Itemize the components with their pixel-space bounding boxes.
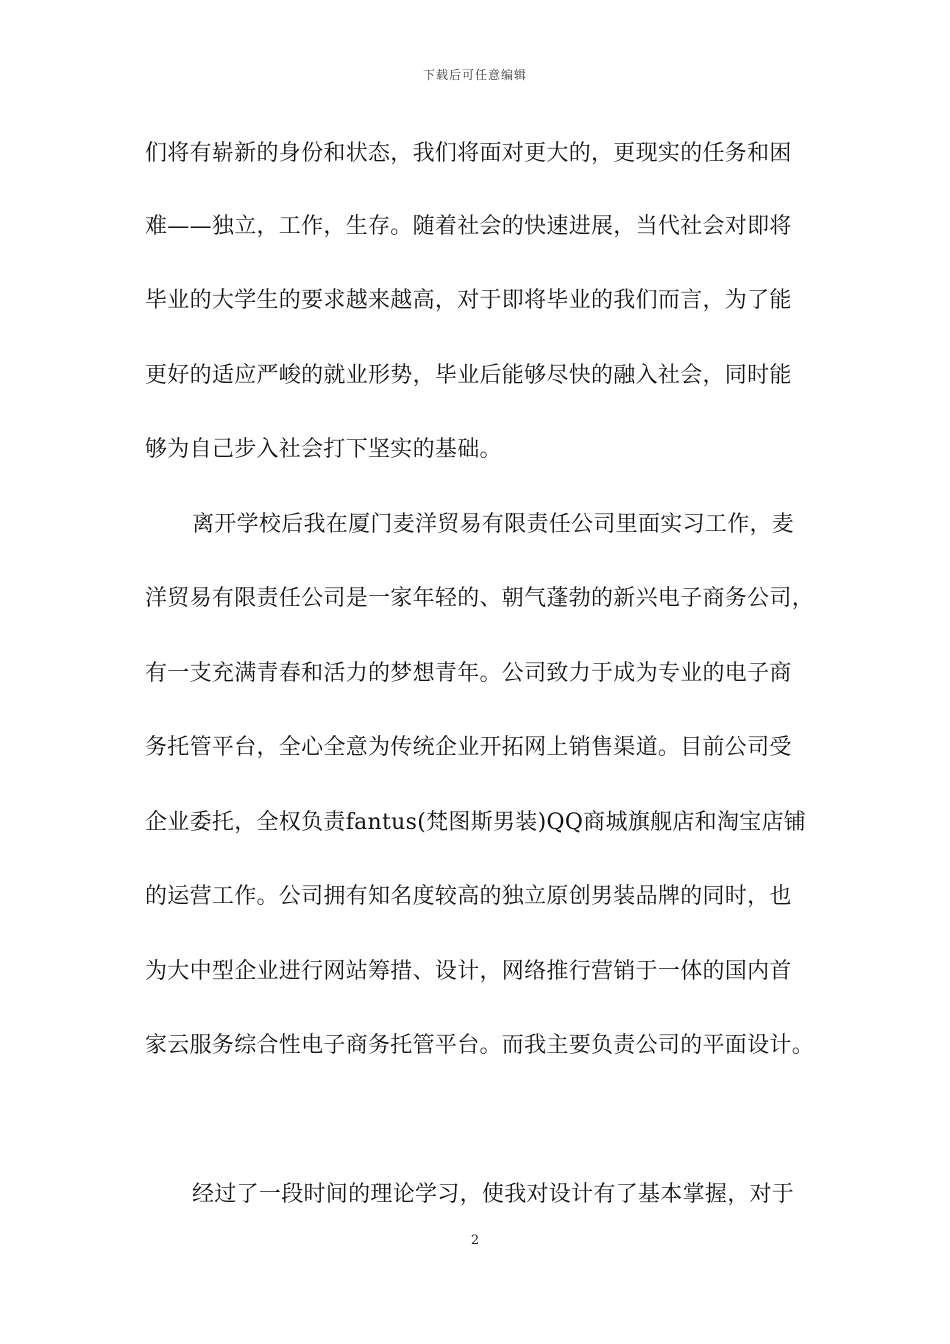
text-line: 的运营工作。公司拥有知名度较高的独立原创男装品牌的同时，也 xyxy=(145,884,792,909)
text-line: 务托管平台，全心全意为传统企业开拓网上销售渠道。目前公司受 xyxy=(145,735,792,760)
text-line: 够为自己步入社会打下坚实的基础。 xyxy=(145,437,502,462)
text-line: 为大中型企业进行网站筹措、设计，网络推行营销于一体的国内首 xyxy=(145,959,792,984)
page-number: 2 xyxy=(470,1233,480,1248)
text-line: 们将有崭新的身份和状态，我们将面对更大的，更现实的任务和困 xyxy=(145,141,792,166)
text-line: 离开学校后我在厦门麦洋贸易有限责任公司里面实习工作，麦 xyxy=(192,512,795,537)
text-line: 企业委托，全权负责fantus(梵图斯男装)QQ商城旗舰店和淘宝店铺 xyxy=(145,810,807,835)
text-line: 有一支充满青春和活力的梦想青年。公司致力于成为专业的电子商 xyxy=(145,661,792,686)
page-header: 下载后可任意编辑 xyxy=(422,68,527,82)
text-line: 洋贸易有限责任公司是一家年轻的、朝气蓬勃的新兴电子商务公司， xyxy=(145,586,815,611)
text-line: 更好的适应严峻的就业形势，毕业后能够尽快的融入社会，同时能 xyxy=(145,363,792,388)
text-line: 家云服务综合性电子商务托管平台。而我主要负责公司的平面设计。 xyxy=(145,1033,815,1058)
text-line: 毕业的大学生的要求越来越高，对于即将毕业的我们而言，为了能 xyxy=(145,288,792,313)
text-line: 难——独立，工作，生存。随着社会的快速进展，当代社会对即将 xyxy=(145,214,792,239)
text-line: 经过了一段时间的理论学习，使我对设计有了基本掌握，对于 xyxy=(192,1182,795,1207)
